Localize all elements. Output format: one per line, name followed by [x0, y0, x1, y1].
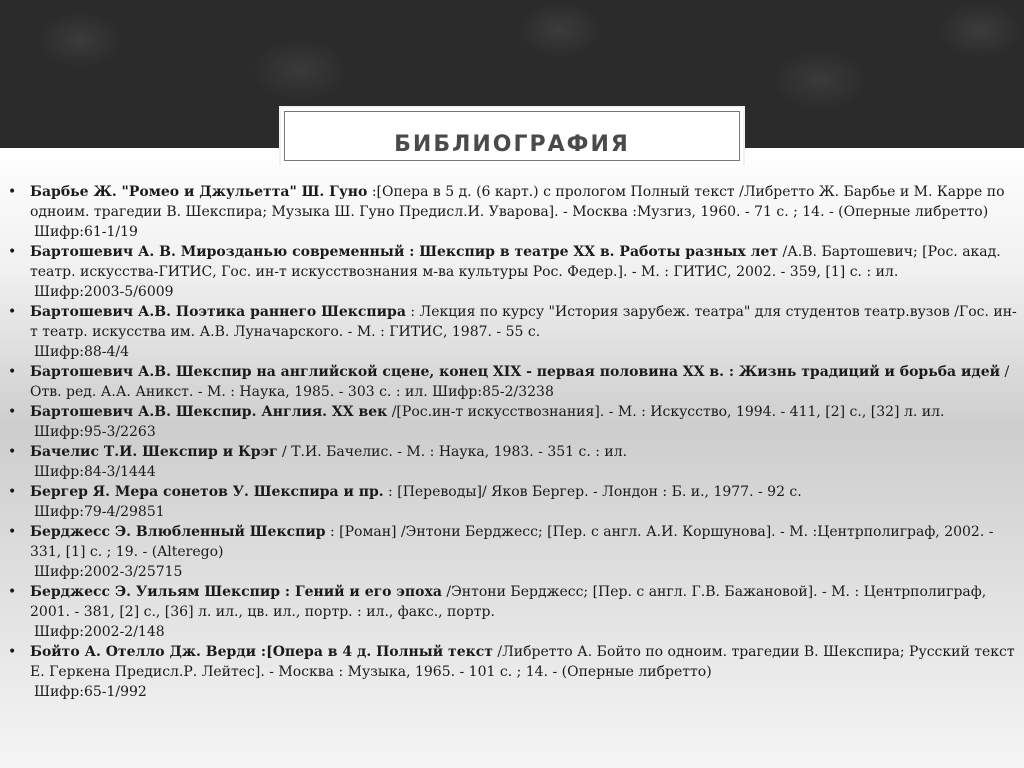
entry-cipher: Шифр:85-2/3238: [432, 384, 554, 400]
list-item: [8, 522, 1018, 582]
entry-title: Бартошевич А.В. Шекспир. Англия. XX век: [30, 404, 388, 420]
entry-cipher: Шифр:2002-3/25715: [34, 564, 183, 580]
entry-cipher: Шифр:2002-2/148: [34, 624, 165, 640]
entry-cipher: Шифр:79-4/29851: [34, 504, 165, 520]
entry-details: / Т.И. Бачелис. - М. : Наука, 1983. - 351 с. : ил.: [277, 444, 628, 460]
list-item: [8, 182, 1018, 242]
entry-details: : [Переводы]/ Яков Бергер. - Лондон : Б. и., 1977. - 92 с.: [383, 484, 802, 500]
entry-title: Бергер Я. Мера сонетов У. Шекспира и пр.: [30, 484, 384, 500]
entry-details: : Лекция по курсу "История зарубеж. театра" для студентов театр.вузов /Гос. ин-т театр. искусства им. А.В. Луначарского. - М. : ГИТИС, 1987. - 55 с.: [30, 304, 1017, 340]
list-item: [8, 642, 1018, 702]
list-item: [8, 302, 1018, 362]
entry-cipher: Шифр:88-4/4: [34, 344, 130, 360]
entry-details: : [Роман] /Энтони Берджесс; [Пер. с англ. А.И. Коршунова]. - М. :Центрполиграф, 2002. - 331, [1] с. ; 19. - (Alterego): [30, 524, 994, 560]
entry-cipher: Шифр:2003-5/6009: [34, 284, 174, 300]
entry-title: Берджесс Э. Уильям Шекспир : Гений и его эпоха: [30, 584, 442, 600]
list-item: [8, 362, 1018, 402]
bibliography-list: [8, 182, 1018, 702]
entry-title: Бойто А. Отелло Дж. Верди :[Опера в 4 д. Полный текст: [30, 644, 493, 660]
entry-cipher: Шифр:61-1/19: [34, 224, 138, 240]
entry-cipher: Шифр:65-1/992: [34, 684, 147, 700]
entry-details: /Энтони Берджесс; [Пер. с англ. Г.В. Бажановой]. - М. : Центрполиграф, 2001. - 381, [2] с., [36] л. ил., цв. ил., портр. : ил., факс., портр.: [30, 584, 987, 620]
entry-details: :[Опера в 5 д. (6 карт.) с прологом Полный текст /Либретто Ж. Барбье и М. Карре по одноим. трагедии В. Шекспира; Музыка Ш. Гуно Предисл.И. Уварова]. - Москва :Музгиз, 1960. - 71 с. ; 14. - (Оперные либретто): [30, 184, 1005, 220]
entry-title: Бачелис Т.И. Шекспир и Крэг: [30, 444, 278, 460]
entry-details: /[Рос.ин-т искусствознания]. - М. : Искусство, 1994. - 411, [2] с., [32] л. ил.: [387, 404, 945, 420]
entry-title: Барбье Ж. "Ромео и Джульетта" Ш. Гуно: [30, 184, 368, 200]
list-item: [8, 442, 1018, 482]
entry-details: /А.В. Бартошевич; [Рос. акад. театр. искусства-ГИТИС, Гос. ин-т искусствознания м-ва культуры Рос. Федер.]. - М. : ГИТИС, 2002. - 359, [1] с. : ил.: [30, 244, 1001, 280]
list-item: [8, 582, 1018, 642]
entry-details: /Либретто А. Бойто по одноим. трагедии В. Шекспира; Русский текст Е. Геркена Предисл.Р. Лейтес]. - Москва : Музыка, 1965. - 101 с. ; 14. - (Оперные либретто): [30, 644, 1015, 680]
list-item: [8, 402, 1018, 442]
entry-title: Бартошевич А.В. Шекспир на английской сцене, конец XIX - первая половина XX в. : Жизнь традиций и борьба идей: [30, 364, 1000, 380]
entry-cipher: Шифр:84-3/1444: [34, 464, 156, 480]
page-title: БИБЛИОГРАФИЯ: [394, 132, 630, 157]
entry-cipher: Шифр:95-3/2263: [34, 424, 156, 440]
list-item: [8, 242, 1018, 302]
entry-title: Бартошевич А.В. Поэтика раннего Шекспира: [30, 304, 406, 320]
entry-title: Берджесс Э. Влюбленный Шекспир: [30, 524, 326, 540]
list-item: [8, 482, 1018, 522]
entry-title: Бартошевич А. В. Мирозданью современный : Шекспир в театре XX в. Работы разных лет: [30, 244, 779, 260]
entry-details: /Отв. ред. А.А. Аникст. - М. : Наука, 1985. - 303 с. : ил.: [30, 364, 1010, 400]
